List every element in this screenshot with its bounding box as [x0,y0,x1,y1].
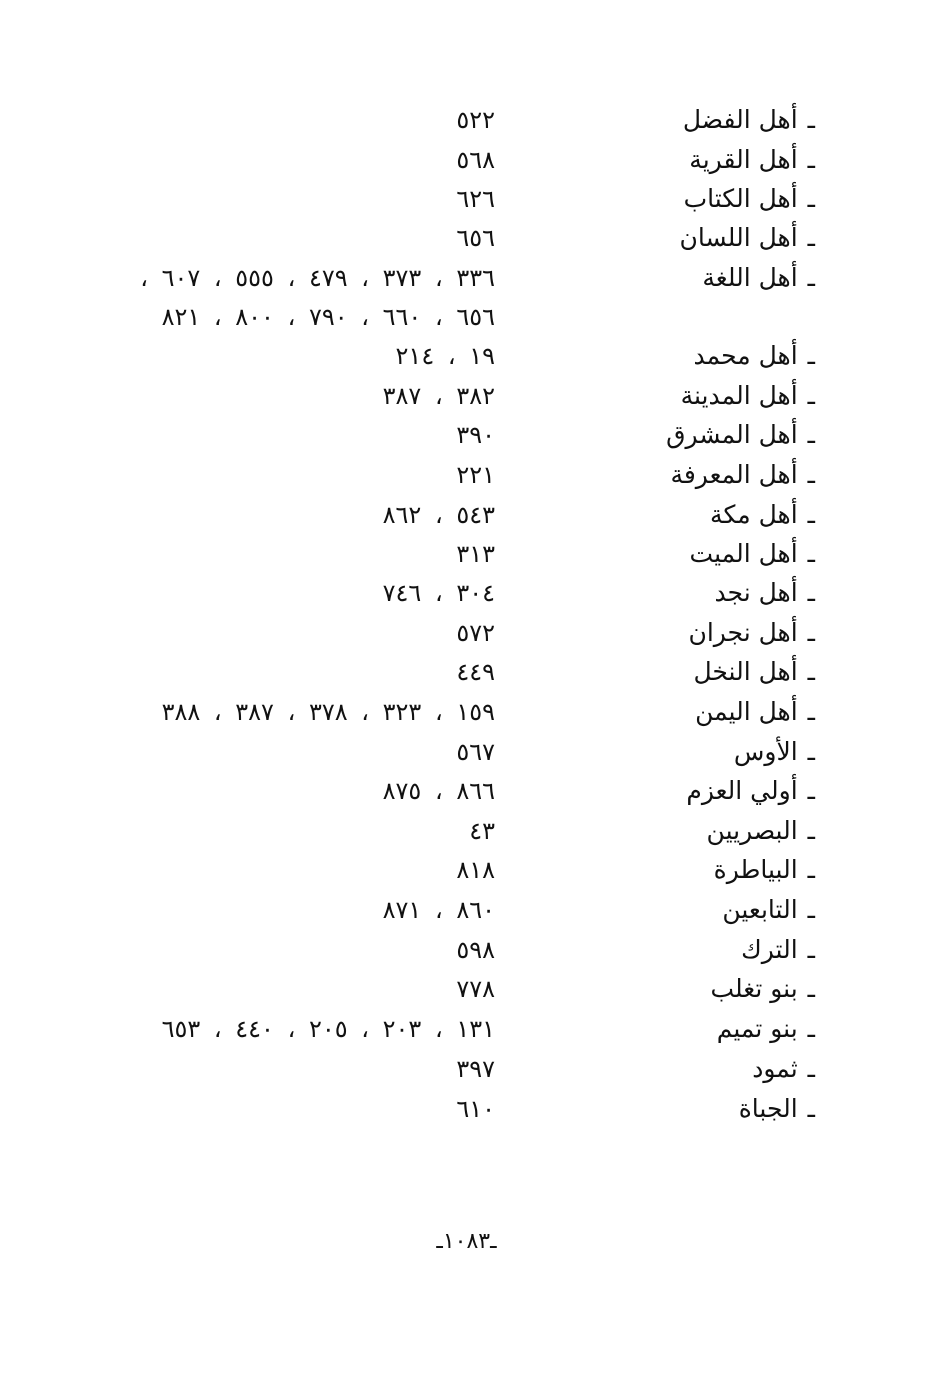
term-text: التابعين [722,895,798,924]
entry-dash: ـ [807,816,815,845]
index-term [615,376,815,416]
entry-dash: ـ [807,1014,815,1043]
index-term [615,930,815,970]
index-entry [0,100,933,140]
term-text: الترك [741,935,798,964]
entry-dash: ـ [807,420,815,449]
entry-dash: ـ [807,381,815,410]
index-term [615,258,815,298]
term-text: أهل النخل [693,657,798,686]
term-text: أهل محمد [693,341,798,370]
term-text: أهل اللغة [702,263,798,292]
index-term [615,179,815,219]
index-term [615,140,815,180]
index-entry [0,692,933,732]
entry-dash: ـ [807,776,815,805]
page-references: ٧٧٨ [456,975,495,1003]
index-entry [0,1089,933,1129]
page-references: ١٥٩ ، ٣٢٣ ، ٣٧٨ ، ٣٨٧ ، ٣٨٨ [161,698,495,726]
entry-dash: ـ [807,263,815,292]
index-entry [0,732,933,772]
index-entry [0,890,933,930]
entry-dash: ـ [807,935,815,964]
index-term [615,1089,815,1129]
entry-dash: ـ [807,460,815,489]
entry-dash: ـ [807,1054,815,1083]
index-entry [0,930,933,970]
page-references: ٥٢٢ [456,106,495,134]
index-entry [0,179,933,219]
entry-dash: ـ [807,105,815,134]
index-entry [0,771,933,811]
entry-dash: ـ [807,341,815,370]
index-term [615,495,815,535]
index-term [615,692,815,732]
term-text: أهل الكتاب [683,184,798,213]
index-term [615,613,815,653]
page-references-continued: ٦٥٦ ، ٦٦٠ ، ٧٩٠ ، ٨٠٠ ، ٨٢١ [161,303,495,331]
entry-dash: ـ [807,500,815,529]
index-term [615,850,815,890]
page-references: ٥٧٢ [456,619,495,647]
index-term [615,771,815,811]
index-term [615,534,815,574]
term-text: أهل نجران [688,618,798,647]
index-term [615,890,815,930]
page-references: ١٩ ، ٢١٤ [395,342,495,370]
entry-dash: ـ [807,1094,815,1123]
index-term [615,652,815,692]
term-text: أهل اليمن [695,697,798,726]
index-entry [0,1009,933,1049]
term-text: أهل المشرق [666,420,798,449]
entry-dash: ـ [807,618,815,647]
term-text: بنو تميم [716,1014,798,1043]
page-references: ١٣١ ، ٢٠٣ ، ٢٠٥ ، ٤٤٠ ، ٦٥٣ [161,1015,495,1043]
page-references: ٤٣ [469,817,495,845]
index-entry [0,258,933,298]
page-references: ٣٠٤ ، ٧٤٦ [382,579,495,607]
term-text: أهل الفضل [682,105,798,134]
entry-dash: ـ [807,184,815,213]
term-text: البياطرة [713,855,798,884]
entry-dash: ـ [807,223,815,252]
page-references: ٥٦٧ [456,738,495,766]
page-references: ٥٩٨ [456,936,495,964]
page-references: ٦٥٦ [456,224,495,252]
index-term [615,573,815,613]
index-term [615,811,815,851]
index-term [615,455,815,495]
index-term [615,218,815,258]
page-references: ٣٨٢ ، ٣٨٧ [382,382,495,410]
term-text: الجباة [738,1094,798,1123]
index-term [615,969,815,1009]
index-entry [0,652,933,692]
index-entry [0,336,933,376]
page-references: ٤٤٩ [456,658,495,686]
index-entry [0,1049,933,1089]
term-text: أهل اللسان [679,223,798,252]
entry-dash: ـ [807,697,815,726]
index-entry [0,811,933,851]
index-entry [0,376,933,416]
index-term [615,336,815,376]
entry-dash: ـ [807,895,815,924]
page-references: ٥٦٨ [456,146,495,174]
index-entry [0,534,933,574]
entry-dash: ـ [807,974,815,1003]
term-text: ثمود [752,1054,798,1083]
index-entry-continuation [0,297,933,337]
entry-dash: ـ [807,539,815,568]
term-text: أهل مكة [710,500,798,529]
page-references: ٨١٨ [456,856,495,884]
index-entry [0,140,933,180]
index-term [615,415,815,455]
term-text: أهل المدينة [680,381,798,410]
page-number: ـ١٠٨٣ـ [436,1229,497,1254]
term-text: أهل القرية [689,145,798,174]
page-references: ٢٢١ [456,461,495,489]
term-text: أهل الميت [689,539,798,568]
index-entry [0,455,933,495]
page-references: ٦١٠ [456,1095,495,1123]
entry-dash: ـ [807,578,815,607]
page-references: ٨٦٦ ، ٨٧٥ [382,777,495,805]
index-entry [0,613,933,653]
term-text: البصريين [706,816,798,845]
index-entry [0,850,933,890]
index-term [615,1009,815,1049]
index-entry [0,495,933,535]
page-references: ٣١٣ [456,540,495,568]
term-text: أولي العزم [686,776,798,805]
index-term [615,1049,815,1089]
index-entry [0,573,933,613]
index-entry [0,969,933,1009]
page-references: ٣٩٧ [456,1055,495,1083]
term-text: الأوس [733,737,798,766]
page-references: ٣٣٦ ، ٣٧٣ ، ٤٧٩ ، ٥٥٥ ، ٦٠٧ ، [140,264,495,292]
index-term [615,100,815,140]
page-references: ٨٦٠ ، ٨٧١ [382,896,495,924]
page-references: ٥٤٣ ، ٨٦٢ [382,501,495,529]
index-term [615,732,815,772]
entry-dash: ـ [807,657,815,686]
entry-dash: ـ [807,737,815,766]
term-text: أهل نجد [714,578,798,607]
index-entry [0,415,933,455]
term-text: بنو تغلب [710,974,798,1003]
entry-dash: ـ [807,855,815,884]
term-text: أهل المعرفة [670,460,798,489]
index-entry [0,218,933,258]
entry-dash: ـ [807,145,815,174]
page-references: ٣٩٠ [456,421,495,449]
page-references: ٦٢٦ [456,185,495,213]
